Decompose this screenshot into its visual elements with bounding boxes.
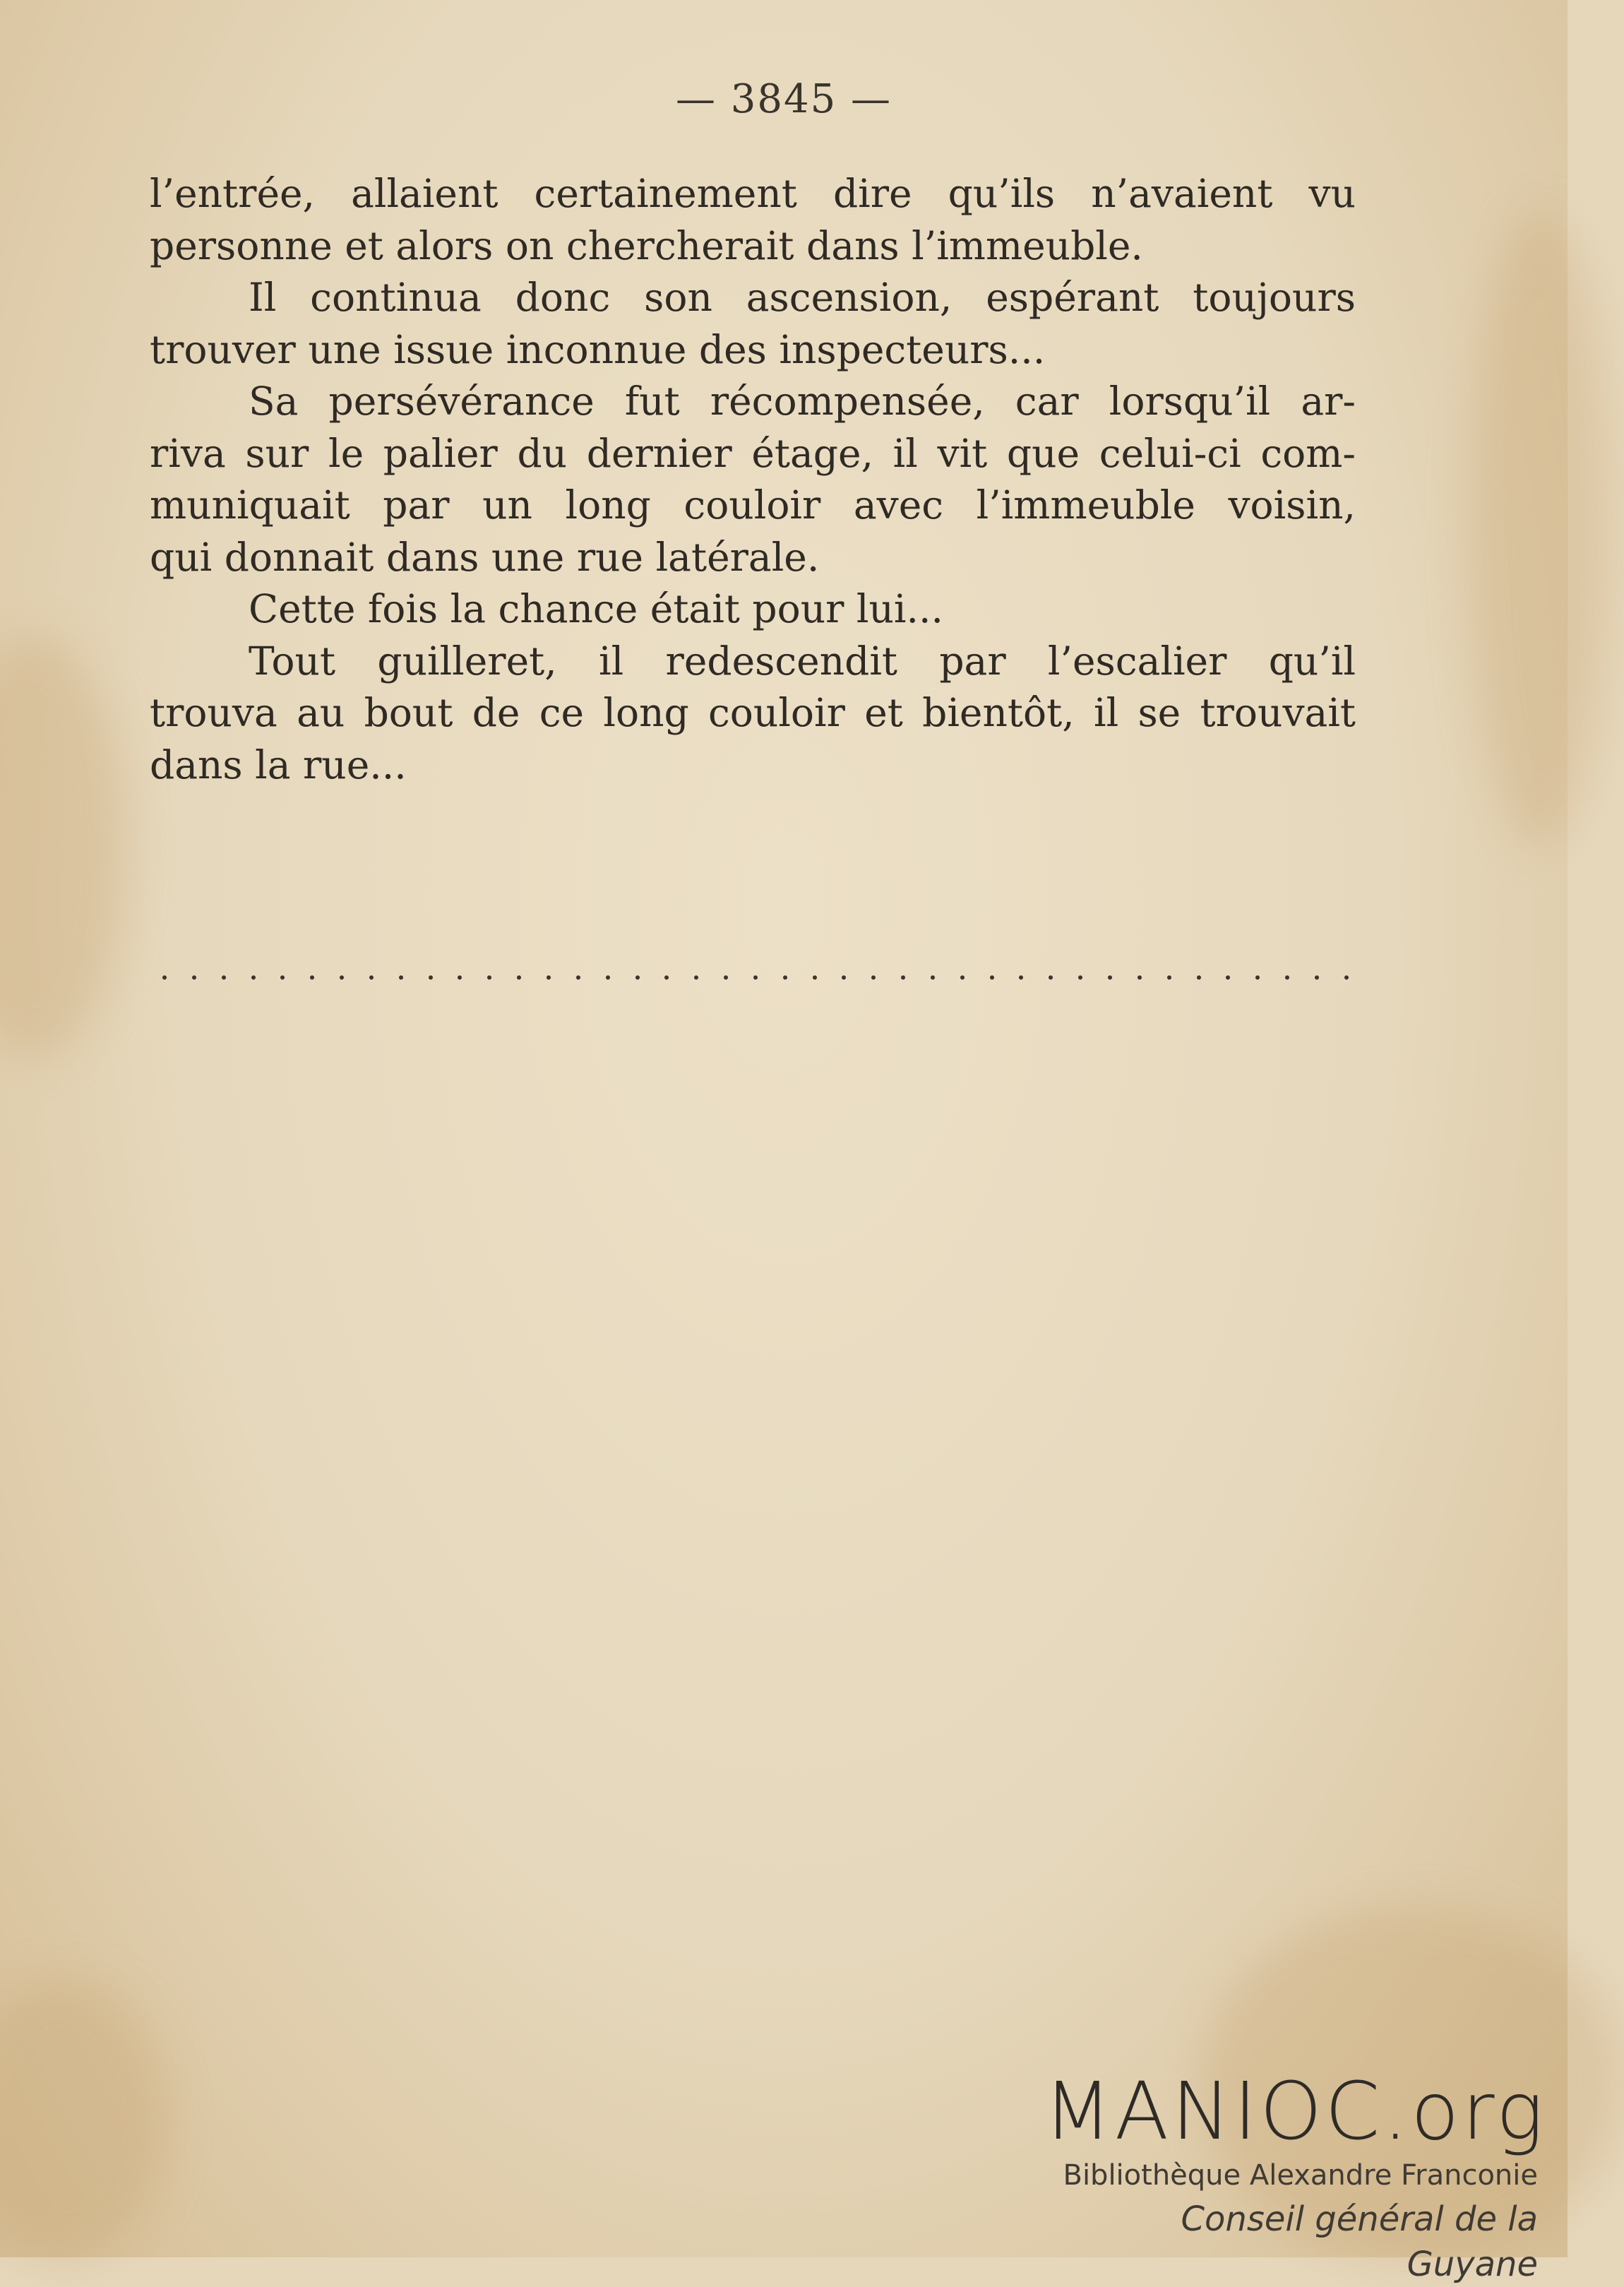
leader-dot	[606, 975, 610, 980]
paper-stain	[0, 636, 127, 1059]
text-line: riva sur le palier du dernier étage, il vit que celui-ci com-	[150, 430, 1356, 476]
leader-dot	[960, 975, 965, 980]
leader-dot	[162, 975, 167, 980]
leader-dot	[458, 975, 462, 980]
library-name: Bibliothèque Alexandre Franconie	[1063, 2159, 1538, 2192]
leader-dot	[990, 975, 994, 980]
leader-dot	[1344, 975, 1349, 980]
leader-dot	[1197, 975, 1201, 980]
leader-dot	[310, 975, 314, 980]
body-text	[150, 168, 1356, 791]
leader-dot	[871, 975, 876, 980]
leader-dot	[753, 975, 758, 980]
text-line: l’entrée, allaient certainement dire qu’ils n’avaient vu	[150, 171, 1356, 216]
text-line: muniquait par un long couloir avec l’immeuble voisin,	[150, 482, 1356, 528]
leader-dot	[429, 975, 433, 980]
leader-dot	[1167, 975, 1171, 980]
leader-dot	[813, 975, 817, 980]
manioc-watermark	[1044, 2066, 1546, 2287]
council-name: Conseil général de la Guyane	[1181, 2199, 1538, 2284]
leader-dot	[192, 975, 196, 980]
dot-leader-divider	[162, 963, 1349, 992]
leader-dot	[547, 975, 551, 980]
leader-dot	[280, 975, 285, 980]
leader-dot	[1019, 975, 1023, 980]
manioc-logo: MANIOC.org	[1044, 2066, 1546, 2158]
leader-dot	[340, 975, 344, 980]
leader-dot	[1285, 975, 1289, 980]
leader-dot	[222, 975, 226, 980]
text-line: qui donnait dans une rue latérale.	[150, 534, 820, 580]
text-line: Il continua donc son ascension, espérant toujours	[249, 275, 1356, 320]
leader-dot	[1049, 975, 1053, 980]
text-line: trouva au bout de ce long couloir et bientôt, il se trouvait	[150, 690, 1356, 735]
leader-dot	[664, 975, 669, 980]
leader-dot	[724, 975, 728, 980]
leader-dot	[369, 975, 374, 980]
leader-dot	[1108, 975, 1112, 980]
leader-dot	[694, 975, 698, 980]
leader-dot	[517, 975, 521, 980]
leader-dot	[251, 975, 256, 980]
text-line: personne et alors on chercherait dans l’immeuble.	[150, 222, 1143, 268]
leader-dot	[783, 975, 787, 980]
leader-dot	[1315, 975, 1319, 980]
leader-dot	[1255, 975, 1260, 980]
leader-dot	[1078, 975, 1082, 980]
text-line: dans la rue...	[150, 742, 407, 788]
paper-stain	[0, 1978, 169, 2260]
leader-dot	[1138, 975, 1142, 980]
paper-stain	[1469, 212, 1610, 848]
leader-dot	[576, 975, 580, 980]
text-line: trouver une issue inconnue des inspecteurs...	[150, 326, 1046, 372]
leader-dot	[1226, 975, 1230, 980]
page-number: — 3845 —	[675, 76, 892, 122]
leader-dot	[487, 975, 491, 980]
text-line: Cette fois la chance était pour lui...	[249, 586, 943, 631]
text-line: Tout guilleret, il redescendit par l’escalier qu’il	[249, 638, 1356, 684]
leader-dot	[901, 975, 905, 980]
text-line: Sa persévérance fut récompensée, car lorsqu’il ar-	[249, 379, 1356, 424]
leader-dot	[399, 975, 403, 980]
leader-dot	[842, 975, 846, 980]
leader-dot	[635, 975, 640, 980]
leader-dot	[931, 975, 935, 980]
